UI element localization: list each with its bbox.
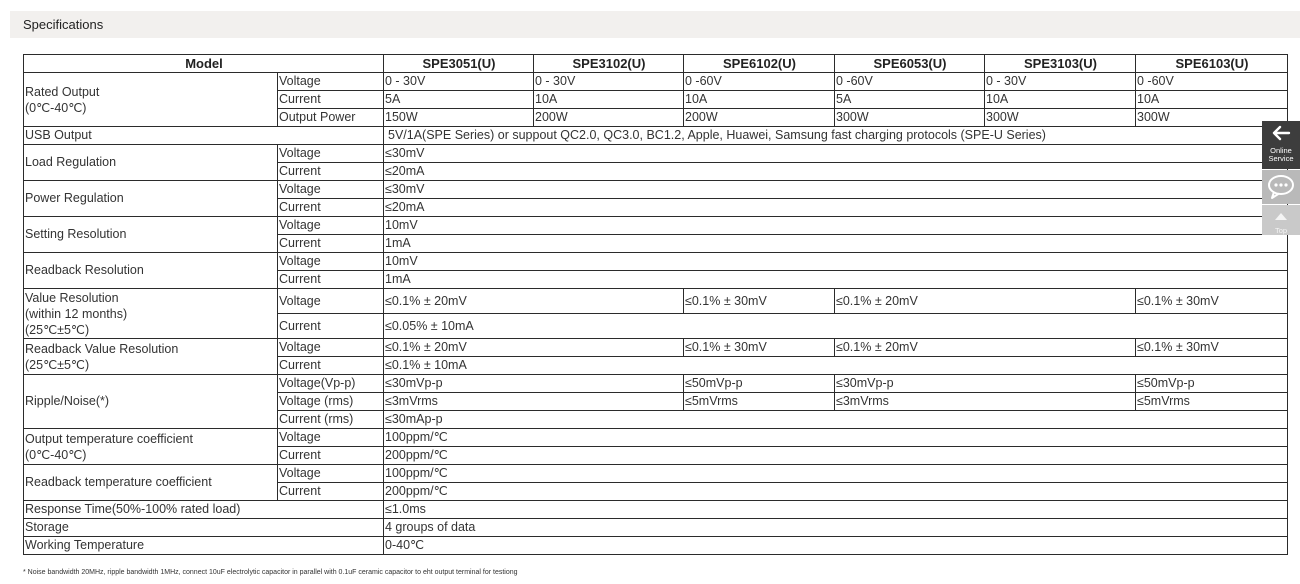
table-cell: ≤5mVrms [684,393,835,411]
table-cell: ≤50mVp-p [1136,375,1288,393]
table-row [24,73,1288,91]
table-cell: ≤0.1% ± 10mA [384,357,1288,375]
footnote: * Noise bandwidth 20MHz, ripple bandwidth 1MHz, connect 10uF electrolytic capacitor in parallel with 0.1uF ceramic capacitor to eht output terminal for testiong [23,569,518,576]
sub-label: Voltage [278,217,384,235]
table-cell: 10mV [384,217,1288,235]
table-cell: 0 - 30V [534,73,684,91]
header-model: Model [24,55,384,73]
header-model-spe6053: SPE6053(U) [835,55,985,73]
table-cell: 100ppm/℃ [384,465,1288,483]
table-cell: ≤3mVrms [835,393,1136,411]
table-cell: 0 -60V [835,73,985,91]
readback-temp-coefficient-label: Readback temperature coefficient [24,465,278,501]
ripple-noise-label: Ripple/Noise(*) [24,375,278,429]
table-cell: ≤30mV [384,181,1288,199]
table-cell: ≤50mVp-p [684,375,835,393]
table-cell: 5A [384,91,534,109]
table-row [24,289,1288,314]
table-cell: ≤0.1% ± 20mV [384,339,684,357]
rated-output-label: Rated Output (0℃-40℃) [24,73,278,127]
table-cell: ≤1.0ms [384,501,1288,519]
section-header [10,11,1300,38]
storage-label: Storage [24,519,384,537]
table-cell: 0-40℃ [384,537,1288,555]
working-temperature-label: Working Temperature [24,537,384,555]
sub-label: Voltage(Vp-p) [278,375,384,393]
table-cell: ≤0.1% ± 30mV [684,289,835,314]
sub-label: Output Power [278,109,384,127]
sub-label: Current (rms) [278,411,384,429]
table-cell: ≤0.1% ± 20mV [384,289,684,314]
table-cell: 0 -60V [1136,73,1288,91]
table-row [24,519,1288,537]
table-cell: ≤0.1% ± 30mV [684,339,835,357]
sub-label: Current [278,199,384,217]
setting-resolution-label: Setting Resolution [24,217,278,253]
usb-output-value: 5V/1A(SPE Series) or suppout QC2.0, QC3.0, BC1.2, Apple, Huawei, Samsung fast charging protocols (SPE-U Series) [384,127,1288,145]
table-cell: ≤0.1% ± 30mV [1136,289,1288,314]
sub-label: Current [278,271,384,289]
table-row [24,145,1288,163]
table-cell: 0 -60V [684,73,835,91]
sub-label: Voltage [278,429,384,447]
header-row [24,55,1288,73]
response-time-label: Response Time(50%-100% rated load) [24,501,384,519]
sub-label: Voltage [278,339,384,357]
table-row [24,501,1288,519]
sub-label: Voltage [278,73,384,91]
table-cell: 200W [534,109,684,127]
spec-table [23,54,1288,555]
table-cell: 100ppm/℃ [384,429,1288,447]
sub-label: Current [278,163,384,181]
header-model-spe3103: SPE3103(U) [985,55,1136,73]
table-cell: 1mA [384,235,1288,253]
sub-label: Current [278,235,384,253]
back-to-top-label: Top [1274,226,1288,235]
online-service-button[interactable] [1262,121,1300,169]
table-cell: ≤0.05% ± 10mA [384,314,1288,339]
table-cell: 4 groups of data [384,519,1288,537]
table-cell: ≤20mA [384,199,1288,217]
header-model-spe6103: SPE6103(U) [1136,55,1288,73]
table-cell: 300W [835,109,985,127]
table-cell: ≤0.1% ± 30mV [1136,339,1288,357]
sub-label: Current [278,357,384,375]
sub-label: Current [278,447,384,465]
sub-label: Voltage [278,253,384,271]
table-cell: ≤20mA [384,163,1288,181]
table-row [24,537,1288,555]
online-service-label-1: Online [1270,146,1292,155]
table-cell: 300W [1136,109,1288,127]
sub-label: Current [278,91,384,109]
sub-label: Current [278,314,384,339]
load-regulation-label: Load Regulation [24,145,278,181]
table-row [24,217,1288,235]
header-model-spe6102: SPE6102(U) [684,55,835,73]
table-cell: 1mA [384,271,1288,289]
readback-resolution-label: Readback Resolution [24,253,278,289]
sub-label: Voltage [278,145,384,163]
table-row [24,253,1288,271]
table-cell: ≤0.1% ± 20mV [835,339,1136,357]
table-cell: 10A [985,91,1136,109]
sub-label: Voltage [278,289,384,314]
table-row [24,339,1288,357]
section-title: Specifications [23,17,104,32]
table-cell: 300W [985,109,1136,127]
table-cell: ≤5mVrms [1136,393,1288,411]
table-cell: ≤30mAp-p [384,411,1288,429]
table-row [24,127,1288,145]
output-temp-coefficient-label: Output temperature coefficient (0℃-40℃) [24,429,278,465]
readback-value-resolution-label: Readback Value Resolution (25℃±5℃) [24,339,278,375]
power-regulation-label: Power Regulation [24,181,278,217]
usb-output-label: USB Output [24,127,384,145]
table-cell: 10A [1136,91,1288,109]
sub-label: Voltage (rms) [278,393,384,411]
chat-bubble-icon [1266,172,1296,202]
header-model-spe3051: SPE3051(U) [384,55,534,73]
table-cell: 10A [684,91,835,109]
table-cell: 10A [534,91,684,109]
table-cell: 10mV [384,253,1288,271]
table-cell: 0 - 30V [384,73,534,91]
back-to-top-button[interactable] [1262,205,1300,235]
arrow-up-icon [1273,210,1289,222]
value-resolution-label: Value Resolution (within 12 months) (25℃±5℃) [24,289,278,339]
table-cell: ≤30mVp-p [835,375,1136,393]
sub-label: Voltage [278,181,384,199]
table-cell: ≤30mVp-p [384,375,684,393]
table-row [24,465,1288,483]
table-cell: ≤30mV [384,145,1288,163]
header-model-spe3102: SPE3102(U) [534,55,684,73]
sub-label: Voltage [278,465,384,483]
arrow-left-icon [1270,124,1292,142]
floating-side-panel [1262,121,1300,235]
table-cell: ≤0.1% ± 20mV [835,289,1136,314]
table-row [24,375,1288,393]
table-cell: 200ppm/℃ [384,447,1288,465]
table-cell: 0 - 30V [985,73,1136,91]
table-cell: 5A [835,91,985,109]
sub-label: Current [278,483,384,501]
table-row [24,429,1288,447]
online-service-label-2: Service [1268,154,1294,163]
table-row [24,181,1288,199]
table-cell: 200ppm/℃ [384,483,1288,501]
table-cell: 150W [384,109,534,127]
table-cell: 200W [684,109,835,127]
table-cell: ≤3mVrms [384,393,684,411]
chat-button[interactable] [1262,170,1300,204]
